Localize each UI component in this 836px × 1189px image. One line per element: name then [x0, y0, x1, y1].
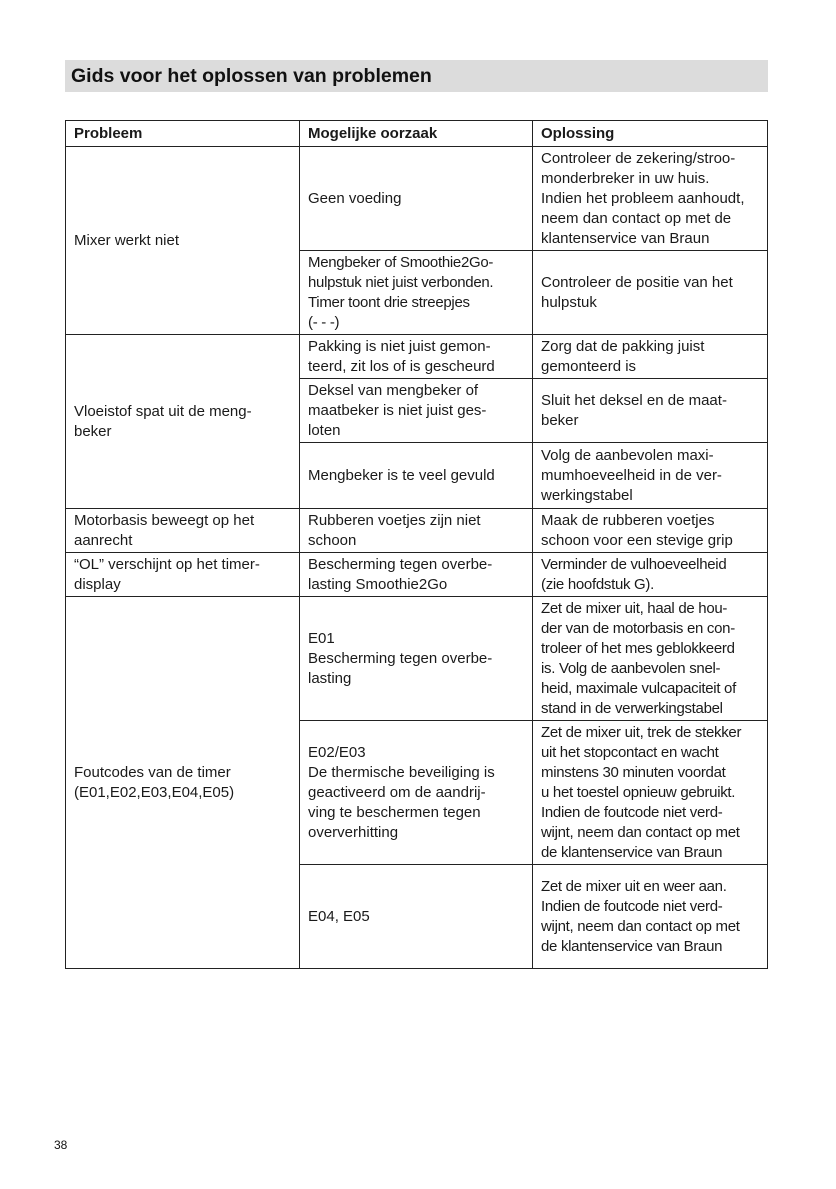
header-solution: Oplossing [533, 121, 768, 147]
table-header-row [66, 121, 768, 147]
table-row [66, 553, 768, 597]
cause-cell: E01 Bescherming tegen overbe- lasting [300, 597, 533, 721]
cause-cell: Bescherming tegen overbe- lasting Smoothie2Go [300, 553, 533, 597]
table-row [66, 597, 768, 721]
table-row [66, 147, 768, 251]
solution-cell: Volg de aanbevolen maxi- mumhoeveelheid in de ver- werkingstabel [533, 443, 768, 509]
page-title: Gids voor het oplossen van problemen [65, 60, 768, 92]
cause-cell: Pakking is niet juist gemon- teerd, zit los of is gescheurd [300, 335, 533, 379]
table-row [66, 509, 768, 553]
problem-cell: Foutcodes van de timer (E01,E02,E03,E04,E05) [66, 597, 300, 969]
solution-cell: Maak de rubberen voetjes schoon voor een stevige grip [533, 509, 768, 553]
solution-cell: Zet de mixer uit, trek de stekker uit het stopcontact en wacht minstens 30 minuten voordat u het toestel opnieuw gebruikt. Indien de foutcode niet verd- wijnt, neem dan contact op met de klantenservice van Braun [533, 721, 768, 865]
solution-cell: Verminder de vulhoeveelheid (zie hoofdstuk G). [533, 553, 768, 597]
problem-cell: Vloeistof spat uit de meng- beker [66, 335, 300, 509]
solution-cell: Controleer de positie van het hulpstuk [533, 251, 768, 335]
header-cause: Mogelijke oorzaak [300, 121, 533, 147]
cause-cell: Rubberen voetjes zijn niet schoon [300, 509, 533, 553]
solution-cell: Zet de mixer uit, haal de hou- der van de motorbasis en con- troleer of het mes geblokkeerd is. Volg de aanbevolen snel- heid, maximale vulcapaciteit of stand in de verwerkingstabel [533, 597, 768, 721]
solution-cell: Zorg dat de pakking juist gemonteerd is [533, 335, 768, 379]
solution-cell: Controleer de zekering/stroo- monderbreker in uw huis. Indien het probleem aanhoudt, neem dan contact op met de klantenservice van Braun [533, 147, 768, 251]
cause-cell: E04, E05 [300, 865, 533, 969]
page-number: 38 [54, 1138, 68, 1152]
problem-cell: “OL” verschijnt op het timer- display [66, 553, 300, 597]
cause-cell: Mengbeker is te veel gevuld [300, 443, 533, 509]
cause-cell: Mengbeker of Smoothie2Go- hulpstuk niet juist verbonden. Timer toont drie streepjes (- - -) [300, 251, 533, 335]
table-row [66, 335, 768, 379]
troubleshooting-table [65, 120, 768, 969]
solution-cell: Zet de mixer uit en weer aan. Indien de foutcode niet verd- wijnt, neem dan contact op met de klantenservice van Braun [533, 865, 768, 969]
problem-cell: Motorbasis beweegt op het aanrecht [66, 509, 300, 553]
cause-cell: Deksel van mengbeker of maatbeker is niet juist ges- loten [300, 379, 533, 443]
cause-cell: E02/E03 De thermische beveiliging is geactiveerd om de aandrij- ving te beschermen tegen oververhitting [300, 721, 533, 865]
cause-cell: Geen voeding [300, 147, 533, 251]
solution-cell: Sluit het deksel en de maat- beker [533, 379, 768, 443]
problem-cell: Mixer werkt niet [66, 147, 300, 335]
header-problem: Probleem [66, 121, 300, 147]
